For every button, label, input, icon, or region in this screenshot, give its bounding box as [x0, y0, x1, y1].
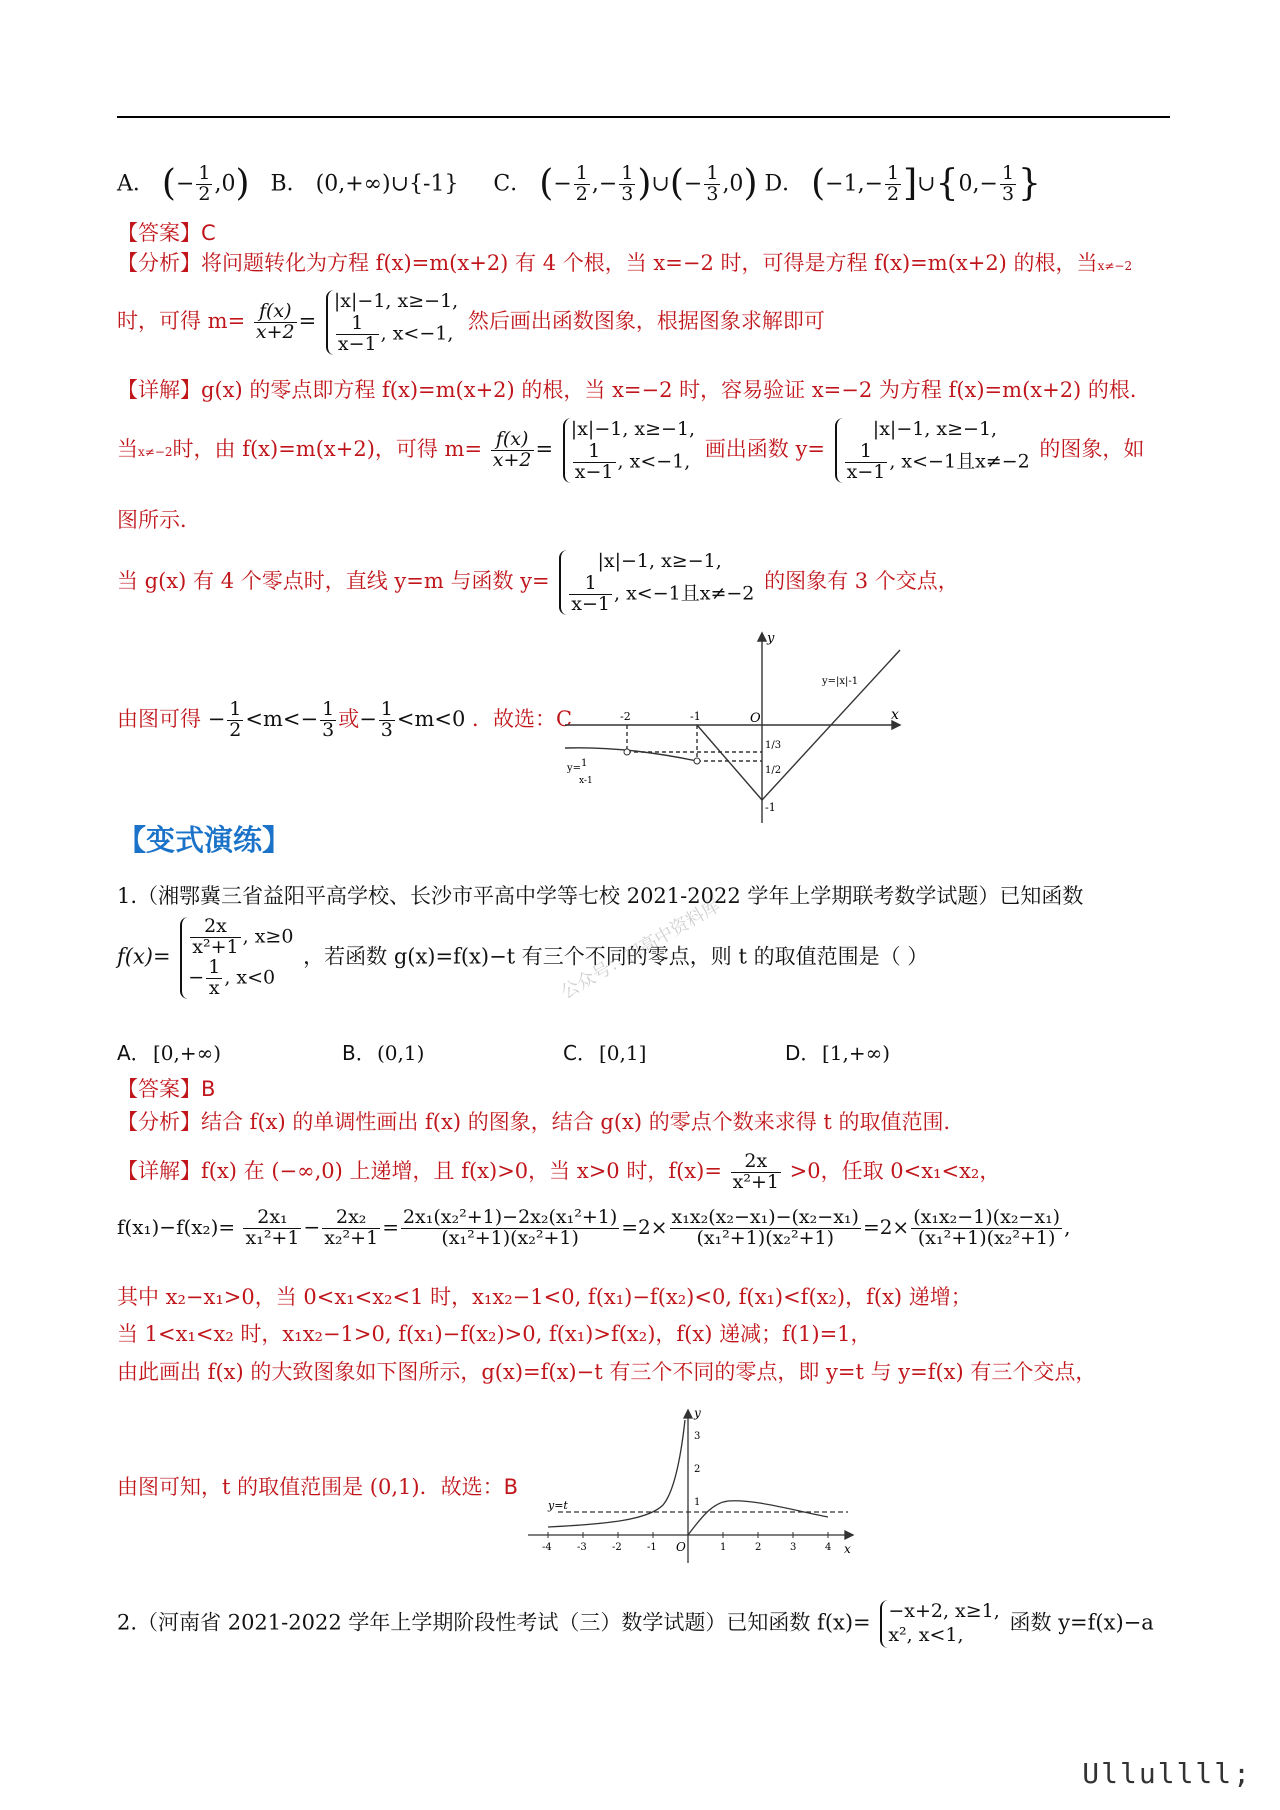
graph-2 [518, 1405, 858, 1565]
q2-text: 2.（河南省 2021-2022 学年上学期阶段性考试（三）数学试题）已知函数 f(x)= −x+2, x≥1, x², x<1, 函数 y=f(x)−a [117, 1600, 1154, 1646]
svg-text:-3: -3 [577, 1542, 587, 1553]
graph1-x-label: x [891, 707, 899, 723]
answer-line-2: 【答案】B [117, 1077, 216, 1101]
corner-mark: Ullullll; [1082, 1757, 1252, 1790]
graph2-y-label: y [694, 1406, 701, 1420]
option-d-label: D． [764, 171, 805, 197]
q1-option-a: [0,+∞) [153, 1041, 222, 1065]
detail-line-q1-1: 【详解】f(x) 在 (−∞,0) 上递增，且 f(x)>0，当 x>0 时，f(x)= $\frac{2x}{\text{x²+1}}$ >0，任取 0<x₁<x₂， [117, 1150, 1001, 1193]
detail-line-4: 当 g(x) 有 4 个零点时，直线 y=m 与函数 y= |x|−1, x≥−1, $\frac{1}{x-1}$ , x<−1且x≠−2 的图象有 3 个交点， [117, 550, 959, 615]
analysis-line-1: 【分析】将问题转化为方程 f(x)=m(x+2) 有 4 个根，当 x=−2 时，可得是方程 f(x)=m(x+2) 的根，当x≠−2 [117, 251, 1133, 275]
svg-text:4: 4 [825, 1542, 832, 1553]
q1-option-d: [1,+∞) [822, 1041, 891, 1065]
svg-text:x-1: x-1 [579, 776, 593, 786]
graph1-frac-third: 1/3 [765, 740, 782, 751]
graph-1 [565, 628, 910, 823]
svg-text:3: 3 [790, 1542, 797, 1553]
svg-text:2: 2 [755, 1542, 762, 1553]
detail-line-3: 图所示． [117, 508, 201, 532]
detail-line-q1-5: 由此画出 f(x) 的大致图象如下图所示，g(x)=f(x)−t 有三个不同的零点，即 y=t 与 y=f(x) 有三个交点， [117, 1360, 1097, 1384]
q1-function: f(x)= $\frac{2x}{\text{x²+1}}$ , x≥0 − $\frac{1}{x}$ , x<0 ，若函数 g(x)=f(x)−t 有三个不同的零点，则 t 的取值范围是（ ） [117, 915, 929, 999]
svg-text:1: 1 [720, 1542, 727, 1553]
svg-text:-2: -2 [612, 1542, 622, 1553]
options-row: A． (− $\frac{1}{2}$ ,0) B． (0,+∞)∪{-1} C． (− $\frac{1}{2}$ ,− $\frac{1}{3}$ )∪(− $\frac{1}{3}$ ,0) D． (−1,− $\frac{1}{2}$ ]∪{0,− $\frac{1}{3}$ } [117, 161, 1041, 205]
detail-line-1: 【详解】g(x) 的零点即方程 f(x)=m(x+2) 的根，当 x=−2 时，容易验证 x=−2 为方程 f(x)=m(x+2) 的根． [117, 378, 1151, 402]
svg-text:y=1: y=1 [567, 758, 588, 774]
answer-line-1: 【答案】C [117, 221, 216, 245]
q1-option-b: (0,1) [377, 1041, 425, 1065]
graph1-origin: O [750, 711, 761, 726]
option-b-label: B． [270, 171, 309, 197]
q1-text: 1.（湘鄂冀三省益阳平高学校、长沙市平高中学等七校 2021-2022 学年上学期联考数学试题）已知函数 [117, 884, 1084, 908]
q1-options: A． [0,+∞) B． (0,1) C． [0,1] D． [1,+∞) [117, 1041, 891, 1065]
section-heading: 【变式演练】 [117, 823, 292, 857]
detail-equation: f(x₁)−f(x₂)= $\frac{\text{2x₁}}{\text{x₁²+1}}$ − $\frac{\text{2x₂}}{\text{x₂²+1}}$ = $\frac{\text{2x₁(x₂²+1)−2x₂(x₁²+1)}}{\text{(x₁²+1)(x₂²+1)}}$ =2× $\frac{\text{x₁x₂(x₂−x₁)−(x₂−x₁)}}{\text{(x₁²+1)(x₂²+1)}}$ =2× $\frac{\text{(x₁x₂−1)(x₂−x₁)}}{\text{(x₁²+1)(x₂²+1)}}$ , [117, 1206, 1071, 1249]
option-b-value: (0,+∞)∪{-1} [315, 171, 459, 197]
svg-text:2: 2 [694, 1464, 701, 1475]
graph2-t-label: y=t [548, 1499, 568, 1512]
svg-text:1: 1 [694, 1497, 701, 1508]
graph1-tick-yneg1: -1 [765, 801, 776, 814]
header-rule [117, 116, 1170, 118]
graph1-tick-neg2: -2 [620, 710, 631, 723]
graph1-y-label: y [767, 631, 775, 646]
graph2-origin: O [676, 1540, 686, 1554]
svg-text:3: 3 [694, 1431, 701, 1442]
watermark: 公众号：初高中资料库 [557, 895, 724, 1004]
detail-line-q1-3: 其中 x₂−x₁>0，当 0<x₁<x₂<1 时，x₁x₂−1<0, f(x₁)−f(x₂)<0, f(x₁)<f(x₂)，f(x) 递增； [117, 1285, 972, 1309]
detail-line-2: 当x≠−2时，由 f(x)=m(x+2)，可得 m= $\frac{f(x)}{x+2}$ = |x|−1, x≥−1, $\frac{1}{x-1}$ , x<−1, 画出函数 y= |x|−1, x≥−1, $\frac{1}{x-1}$ , x<−1且x≠−2 的图象，如 [117, 418, 1145, 483]
graph1-frac-half: 1/2 [765, 765, 782, 776]
analysis-line-2: 时，可得 m= $\frac{f(x)}{x+2}$ = |x|−1, x≥−1, $\frac{1}{x-1}$ , x<−1, 然后画出函数图象，根据图象求解即可 [117, 290, 825, 355]
graph2-x-label: x [844, 1542, 851, 1556]
option-a-label: A． [117, 171, 155, 197]
answer-value: C [201, 221, 216, 245]
analysis-line-q1: 【分析】结合 f(x) 的单调性画出 f(x) 的图象，结合 g(x) 的零点个数来求得 t 的取值范围． [117, 1110, 965, 1134]
graph1-abs-label: y=|x|-1 [822, 676, 859, 687]
svg-text:-4: -4 [542, 1542, 552, 1553]
graph1-tick-neg1: -1 [690, 710, 701, 723]
detail-line-q1-4: 当 1<x₁<x₂ 时，x₁x₂−1>0, f(x₁)−f(x₂)>0, f(x₁)>f(x₂)，f(x) 递减；f(1)=1， [117, 1322, 872, 1346]
option-c-label: C． [493, 171, 533, 197]
svg-text:-1: -1 [647, 1542, 657, 1553]
q1-option-c: [0,1] [599, 1041, 647, 1065]
detail-line-q1-6: 由图可知，t 的取值范围是 (0,1)．故选：B [117, 1475, 518, 1499]
detail-line-5: 由图可得 − $\frac{1}{2}$ <m<− $\frac{1}{3}$ 或− $\frac{1}{3}$ <m<0 ．故选：C [117, 698, 573, 741]
